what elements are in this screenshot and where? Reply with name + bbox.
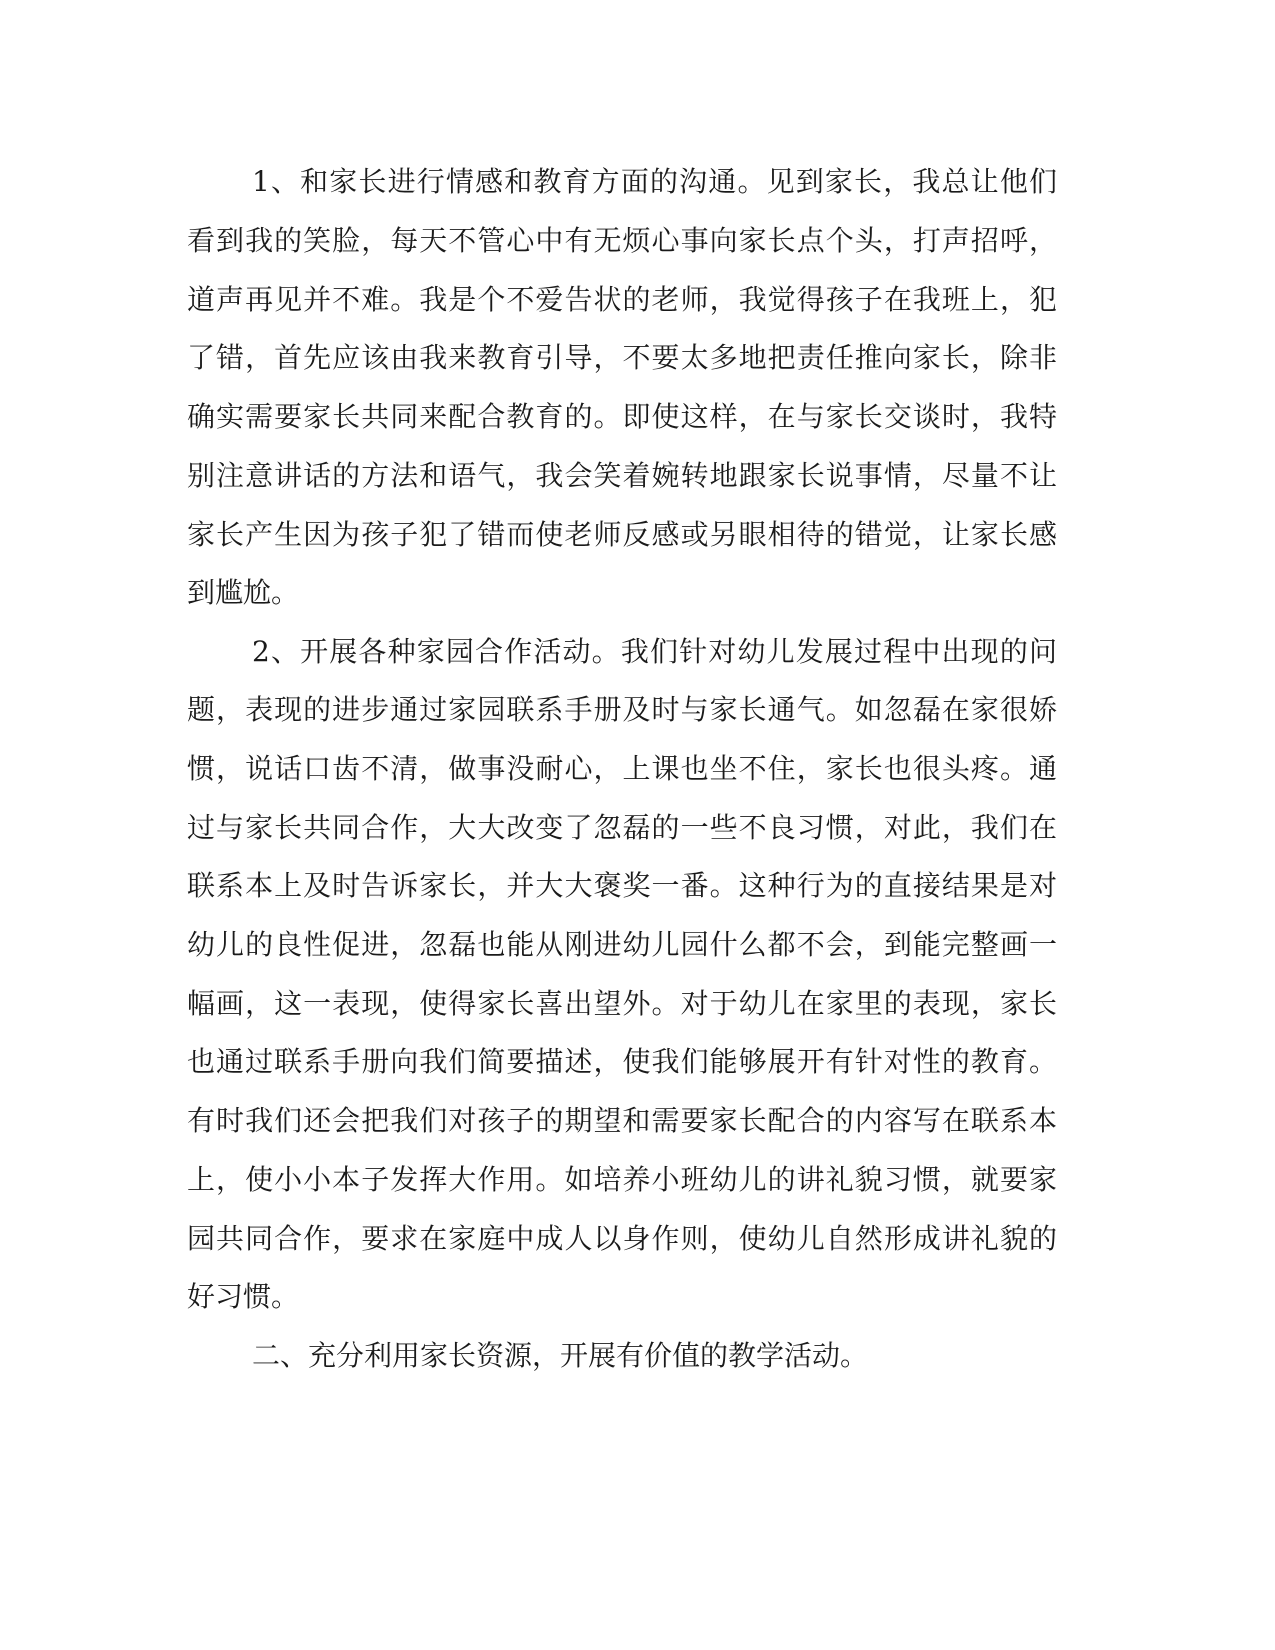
paragraph-2-line-12: 好习惯。	[187, 1280, 300, 1313]
paragraph-1-line-6: 别注意讲话的方法和语气，我会笑着婉转地跟家长说事情，尽量不让	[187, 459, 1057, 492]
paragraph-1-line-1: 1、和家长进行情感和教育方面的沟通。见到家长，我总让他们	[252, 165, 1057, 198]
paragraph-1-line-7: 家长产生因为孩子犯了错而使老师反感或另眼相待的错觉，让家长感	[187, 518, 1057, 551]
paragraph-2-line-8: 也通过联系手册向我们简要描述，使我们能够展开有针对性的教育。	[187, 1045, 1057, 1078]
section-heading-2: 二、充分利用家长资源，开展有价值的教学活动。	[252, 1339, 869, 1372]
paragraph-1-line-2: 看到我的笑脸，每天不管心中有无烦心事向家长点个头，打声招呼，	[187, 224, 1057, 257]
paragraph-1-line-3: 道声再见并不难。我是个不爱告状的老师，我觉得孩子在我班上，犯	[187, 283, 1057, 316]
paragraph-2-line-10: 上，使小小本子发挥大作用。如培养小班幼儿的讲礼貌习惯，就要家	[187, 1163, 1057, 1196]
paragraph-2-line-4: 过与家长共同合作，大大改变了忽磊的一些不良习惯，对此，我们在	[187, 811, 1057, 844]
paragraph-2-line-2: 题，表现的进步通过家园联系手册及时与家长通气。如忽磊在家很娇	[187, 693, 1057, 726]
paragraph-2-line-5: 联系本上及时告诉家长，并大大褒奖一番。这种行为的直接结果是对	[187, 869, 1057, 902]
paragraph-2-line-6: 幼儿的良性促进，忽磊也能从刚进幼儿园什么都不会，到能完整画一	[187, 928, 1057, 961]
paragraph-1-line-4: 了错，首先应该由我来教育引导，不要太多地把责任推向家长，除非	[187, 341, 1057, 374]
paragraph-2-line-1: 2、开展各种家园合作活动。我们针对幼儿发展过程中出现的问	[252, 635, 1057, 668]
paragraph-1-line-5: 确实需要家长共同来配合教育的。即使这样，在与家长交谈时，我特	[187, 400, 1057, 433]
paragraph-2-line-3: 惯，说话口齿不清，做事没耐心，上课也坐不住，家长也很头疼。通	[187, 752, 1057, 785]
paragraph-1-line-8: 到尴尬。	[187, 576, 300, 609]
paragraph-2-line-9: 有时我们还会把我们对孩子的期望和需要家长配合的内容写在联系本	[187, 1104, 1057, 1137]
paragraph-2-line-7: 幅画，这一表现，使得家长喜出望外。对于幼儿在家里的表现，家长	[187, 987, 1057, 1020]
paragraph-2-line-11: 园共同合作，要求在家庭中成人以身作则，使幼儿自然形成讲礼貌的	[187, 1222, 1057, 1255]
